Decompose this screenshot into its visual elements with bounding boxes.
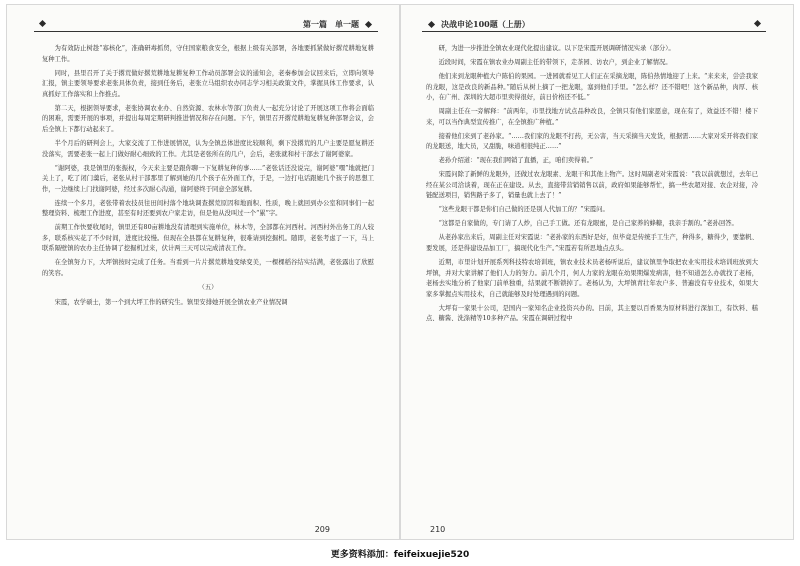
paragraph: “这些龙眼干都是你们自己做的还是别人代加工的？”宋霞问。 <box>438 206 609 214</box>
paragraph: 老孙介绍道：“现在我们网销了直播，正，咱们卖得着。” <box>438 157 594 165</box>
paragraph: 研，为进一步推进全镇农业现代化提出建议。以下是宋霞开展调研情况实录（部分）。 <box>438 45 675 52</box>
left-page <box>6 4 400 540</box>
paragraph: 大坪有一家果十公司，是国内一家知名企业投资兴办的。目前，其主要以百香果为原材料进行深加工，有饮料、糕点、糖酱、洗涤精等10多种产品。宋霞在调研过程中 <box>426 304 758 323</box>
header-rule <box>34 31 378 32</box>
paragraph: 近段时间，宋霞在镇农业办周副主任的带领下，走茶园、访农户，到企业了解情况。 <box>438 58 672 66</box>
paragraph: 接着他们来到了老孙家。“……我们家的龙眼不打药，无公害，当天采摘当天发货，根据需……大家对采开将我们家的龙眼送，地大员，又甜脆，味道相很纯正……” <box>426 132 758 151</box>
diamond-icon <box>428 20 435 27</box>
header-rule <box>422 31 766 32</box>
diamond-icon <box>754 20 761 27</box>
paragraph: 周副主任在一旁解释：“前两年，市里找地方试点品种改良，全镇只有他们家愿意，现在有了，效益还不错！楼下来，可以当作典型宣传推广，在全镇推广种植。” <box>426 108 758 126</box>
header-section-label: 单一题 <box>335 19 359 29</box>
paragraph: 宋霞问除了新鲜的龙眼外，还做过农龙眼素、龙眼干和其他上物产。这时周副老对宋霞说：“我以前就想过，去年已经在某公司洽谈着，现在正在建设。从去，直接带营销销售以前，政府如果能够帮忙，搞一些农超对接、农企对接，冷链配送项目，销售路子多了，销量也就上去了！” <box>426 171 758 200</box>
paragraph: 同时，县里召开了关于撂荒做好撂荒耕地复耕复种工作动员部署会议的通知会，老秦参加会议回来后，立即向领导汇报，镇主要领导要求老张具体负责，接到任务后，老张立马组织农办同志学习相关政策文件，掌握具体工作要求，认真抓好工作落实和上作推点。 <box>42 69 374 98</box>
diamond-icon <box>365 20 372 27</box>
paragraph: 第二天，根据领导要求，老张协调农业办、自然资源、农林水等部门负责人一起充分讨论了开展这项工作将会面临的困难，需要开展的事项，并提出每周定期研判推进情况和存在问题。下午，镇里召开撂荒耕地复耕复种部署会议，会后全镇上下都行动起来了。 <box>42 104 374 133</box>
section-heading: （五） <box>198 284 218 291</box>
paragraph: “这都是自家做的，专门请了人炒，自己手工做。还有龙眼蜜，是自己家养的蜂糖，我亲手割的。”老孙回答。 <box>438 220 738 228</box>
page-number: 209 <box>314 525 330 534</box>
page-number: 210 <box>430 525 446 534</box>
diamond-icon <box>39 20 46 27</box>
left-page-body <box>42 44 374 312</box>
footer-contact-text: 更多资料添加：feifeixuejie520 <box>330 550 470 560</box>
header-book-title: 决战申论100题（上册） <box>441 19 530 29</box>
paragraph: 近期，市里计划开展系列科技特农培训班，镇农业技术员老杨听说后，建议镇里争取把农业实用技术培训班放到大坪镇，并对大家讲解了他们人力的努力。前几个月，何人力家的龙眼在幼果期爆发病害，他不知道怎么办就找了老杨，老杨去实地分析了他家门前单独重，结果就不断锁掉了。老杨认为，大坪镇青壮年农户多、普遍没有专业技术，如果大家多掌握点实用技术，自己就能够及时处理遇到的问题。 <box>426 259 758 298</box>
paragraph: 他们来到龙眼种植大户陈伯的果园。一进园就看见工人们正在采摘龙眼，陈伯热情地迎了上来。“来来来，尝尝我家的龙眼，这是改良的新品种。”随后从树上摘了一把龙眼，塞到他们手里。“怎么样？还不错吧！这个新品种，肉厚、核小，在广州、深圳的大超市里卖得很好，前日价格还不低。” <box>426 72 758 102</box>
paragraph: “谢阿婆，我是镇里的张振权，今天来主要是跟你聊一下复耕复种的事……”老张话还没说完，谢阿婆“嘿”地就把门关上了，吃了闭门羹后，老张从村干部那里了解到她的几个孩子在外面工作，于是，一边打电话跟她几个孩子的思想工作，一边继续上门找谢阿婆，经过多次耐心沟通，谢阿婆终于同意全部复耕。 <box>42 164 374 193</box>
paragraph: 宋霞，农学硕士，第一个到大坪工作的研究生。镇里安排她开展全镇农业产业情况调 <box>54 298 288 306</box>
header-part-label: 第一篇 <box>303 19 327 29</box>
paragraph: 在全镇努力下，大坪镇按时完成了任务。当看到一片片撂荒耕地变绿变美，一棵棵稻谷结实结满，老张露出了欣慰的笑容。 <box>42 259 374 278</box>
paragraph: 从老孙家出来后，周副主任对宋霞说：“老孙家的东西好是好，但毕竟是传统手工生产，种得多，糖得少，要靠帆、要发展，还是得建设品加工厂，搞现代化生产。”宋霞若有所思地点点头。 <box>426 234 758 253</box>
paragraph: 连续一个多月，老张带着农技员往田间村落个地块调查撂荒原因和地面积、性质，晚上就回到办公室和同事们一起整理资料、梳理工作进度，甚至有时还要到农户家走访，但是他从没叫过一个“累”字。 <box>42 199 374 218</box>
right-running-header <box>422 16 766 32</box>
paragraph: 半个月后的研判会上，大家交流了工作进展情况，认为全镇总体进度比较顺利，剩下没撂荒的几户主要是愿复耕还没落实，需要老张一起上门做好耐心细致的工作。尤其是老张所在的几户，会后，老张就和村干部去了谢阿婆家。 <box>42 139 374 158</box>
right-page-body <box>426 44 758 328</box>
right-page <box>400 4 794 540</box>
left-running-header <box>34 16 378 32</box>
paragraph: 前期工作快要收尾时，镇里还有80亩耕地没有清理到实施单位，林木等，全部都在河西村。河西村外出务工的人较多，联系核实花了不少时间，进度比较慢。但现在全县都在复耕复种，很难请到挖掘机。随即，老张考虑了一下，马上联系隔壁镇的农办主任协调了挖掘机过来，伏计两三天可以完成清表工作。 <box>42 224 374 253</box>
paragraph: 为有效防止树趁“寡核化”，准确研毒抓贸，守住国家粮食安全，根据上级有关部署，各地要抓紧做好撂荒耕地复耕复种工作。 <box>42 45 374 63</box>
